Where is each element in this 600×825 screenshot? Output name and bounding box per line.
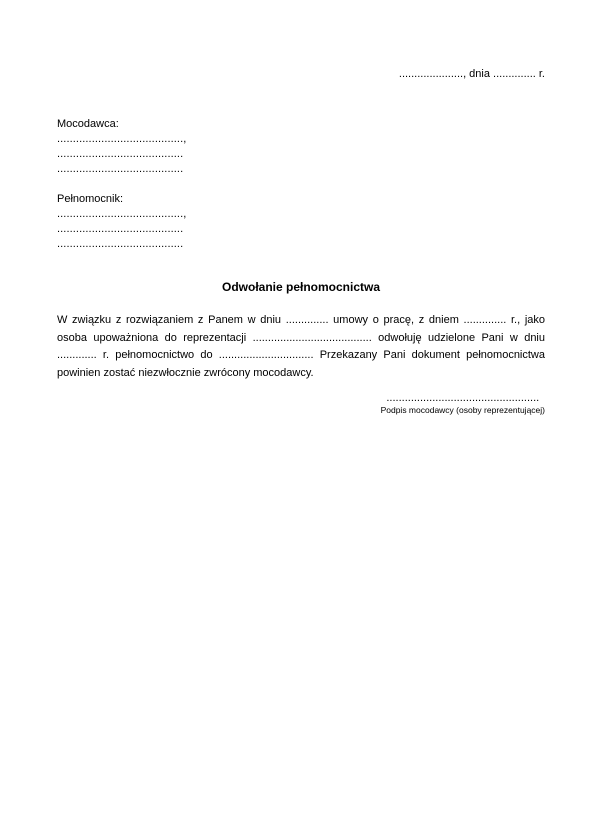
signature-block (381, 392, 545, 416)
body-paragraph: W związku z rozwiązaniem z Panem w dniu .............. umowy o pracę, z dniem .............. r., jako osoba upoważniona do reprezentacji ....................................... odwołuję udzielone Pani w dniu ............. r. pełnomocnictwo do ............................... Przekazany Pani dokument pełnomocnictwa powinien zostać niezwłocznie zwrócony mocodawcy. (57, 314, 545, 379)
signature-area (57, 392, 545, 418)
principal-fill-line-3: ........................................ (57, 163, 184, 175)
signature-dotted-line: .................................................. (386, 392, 540, 404)
principal-fill-line-1: ........................................, (57, 133, 187, 145)
attorney-fill-line-3: ........................................ (57, 238, 184, 250)
attorney-fill-line-1: ........................................, (57, 208, 187, 220)
principal-label: Mocodawca: (57, 118, 119, 130)
document-title: Odwołanie pełnomocnictwa (221, 280, 381, 294)
principal-block (57, 117, 545, 177)
signature-caption: Podpis mocodawcy (osoby reprezentującej) (380, 405, 545, 415)
attorney-block (57, 192, 545, 252)
attorney-fill-line-2: ........................................ (57, 223, 184, 235)
document-content (57, 0, 545, 418)
attorney-label: Pełnomocnik: (57, 193, 124, 205)
principal-fill-line-2: ........................................ (57, 148, 184, 160)
date-line: ....................., dnia .............. r. (398, 68, 545, 80)
